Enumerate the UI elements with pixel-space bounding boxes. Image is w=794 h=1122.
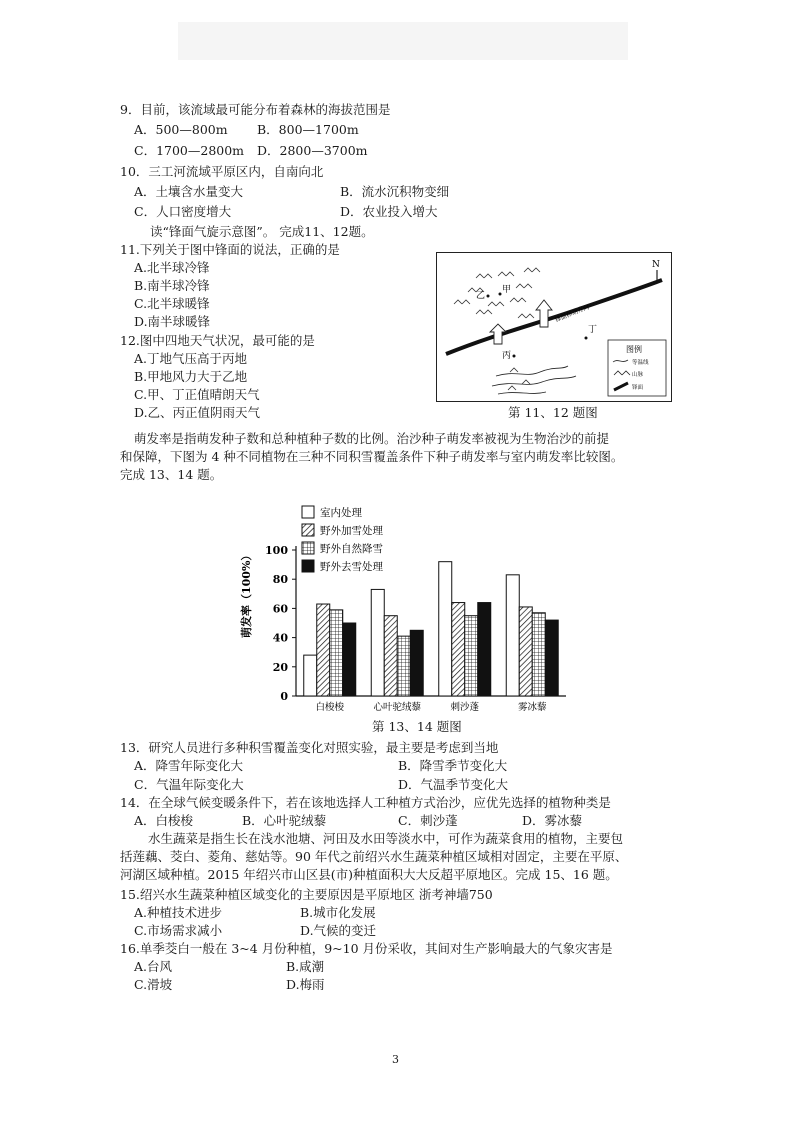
q9-option-a: A．500—800m xyxy=(134,122,228,137)
y-tick-label: 60 xyxy=(272,602,288,616)
q16-option-b: B.咸潮 xyxy=(286,959,325,974)
x-category-label: 心叶驼绒藜 xyxy=(373,702,422,713)
q9-option-b: B．800—1700m xyxy=(257,122,359,137)
q13-option-d: D．气温季节变化大 xyxy=(398,777,509,792)
q15-stem: 15.绍兴水生蔬菜种植区域变化的主要原因是平原地区 浙考神墙750 xyxy=(120,887,493,902)
q11-option-b: B.南半球冷锋 xyxy=(134,278,210,293)
front-cyclone-map xyxy=(436,252,672,402)
q14-option-d: D．雾冰藜 xyxy=(522,813,583,828)
legend-item-isotherm: 等温线 xyxy=(632,360,649,366)
q12-stem: 12.图中四地天气状况，最可能的是 xyxy=(120,333,315,348)
q12-option-d: D.乙、丙正值阴雨天气 xyxy=(134,405,261,420)
q16-stem: 16.单季茭白一般在 3~4 月份种植，9~10 月份采收，其间对生产影响最大的气象灾害是 xyxy=(120,941,613,956)
q12-option-b: B.甲地风力大于乙地 xyxy=(134,369,248,384)
q14-option-b: B．心叶驼绒藜 xyxy=(242,813,327,828)
bar-刺沙蓬-室内处理 xyxy=(439,562,452,696)
q9-option-c: C．1700—2800m xyxy=(134,143,245,158)
bar-心叶驼绒藜-野外加雪处理 xyxy=(384,616,397,696)
legend-swatch xyxy=(302,506,314,518)
bar-雾冰藜-野外自然降雪 xyxy=(532,613,545,696)
bar-刺沙蓬-野外去雪处理 xyxy=(478,603,491,696)
bar-心叶驼绒藜-野外自然降雪 xyxy=(397,636,410,696)
legend-item-front: 锋面 xyxy=(632,385,644,391)
bar-刺沙蓬-野外自然降雪 xyxy=(465,616,478,696)
bar-白梭梭-野外去雪处理 xyxy=(343,623,356,696)
bar-白梭梭-野外自然降雪 xyxy=(330,610,343,696)
y-tick-label: 20 xyxy=(272,660,288,674)
q9-stem: 9．目前，该流域最可能分布着森林的海拔范围是 xyxy=(120,102,391,117)
q9-option-d: D．2800—3700m xyxy=(257,143,368,158)
legend-title: 图例 xyxy=(626,345,642,354)
intro-11-12: 读“锋面气旋示意图”。 完成11、12题。 xyxy=(150,224,374,239)
bar-白梭梭-野外加雪处理 xyxy=(317,604,330,696)
y-tick-label: 100 xyxy=(265,544,288,557)
q10-option-c: C．人口密度增大 xyxy=(134,204,232,219)
q12-option-c: C.甲、丁正值晴朗天气 xyxy=(134,387,260,402)
legend-label: 野外自然降雪 xyxy=(320,543,383,555)
x-category-label: 白梭梭 xyxy=(315,702,345,713)
x-category-label: 雾冰藜 xyxy=(517,702,547,713)
q14-stem: 14．在全球气候变暖条件下，若在该地选择人工种植方式治沙，应优先选择的植物种类是 xyxy=(120,795,611,810)
map-caption: 第 11、12 题图 xyxy=(508,405,598,420)
q16-option-d: D.梅雨 xyxy=(286,977,325,992)
intro-15-16-line-1: 水生蔬菜是指生长在浅水池塘、河田及水田等淡水中，可作为蔬菜食用的植物，主要包 xyxy=(148,831,624,846)
q16-option-c: C.滑坡 xyxy=(134,977,173,992)
q13-option-b: B．降雪季节变化大 xyxy=(398,758,508,773)
q10-stem: 10．三工河流域平原区内，自南向北 xyxy=(120,164,324,179)
y-axis-label xyxy=(239,550,253,638)
q13-option-a: A．降雪年际变化大 xyxy=(134,758,244,773)
q11-option-a: A.北半球冷锋 xyxy=(134,260,210,275)
q10-option-d: D．农业投入增大 xyxy=(340,204,438,219)
q15-option-c: C.市场需求减小 xyxy=(134,923,223,938)
intro-13-14-line-2: 和保障，下图为 4 种不同植物在三种不同积雪覆盖条件下种子萌发率与室内萌发率比较图。 xyxy=(120,449,624,464)
north-label: N xyxy=(652,260,660,270)
q13-stem: 13．研究人员进行多种积雪覆盖变化对照实验，最主要是考虑到当地 xyxy=(120,740,499,755)
q16-option-a: A.台风 xyxy=(134,959,173,974)
label-yi: 乙 xyxy=(476,291,486,301)
page-number: 3 xyxy=(392,1053,399,1066)
bar-雾冰藜-野外去雪处理 xyxy=(545,620,558,696)
label-jia: 甲 xyxy=(502,285,512,295)
bar-雾冰藜-室内处理 xyxy=(506,575,519,696)
intro-15-16-line-2: 括莲藕、茭白、菱角、慈姑等。90 年代之前绍兴水生蔬菜种植区域相对固定，主要在平原、 xyxy=(120,849,628,864)
q14-option-c: C．刺沙蓬 xyxy=(398,813,458,828)
bar-刺沙蓬-野外加雪处理 xyxy=(452,603,465,696)
legend-swatch xyxy=(302,542,314,554)
q10-option-b: B．流水沉积物变细 xyxy=(340,184,450,199)
bar-白梭梭-室内处理 xyxy=(304,655,317,696)
legend-item-mountain: 山脉 xyxy=(632,372,644,378)
intro-13-14-line-1: 萌发率是指萌发种子数和总种植种子数的比例。治沙种子萌发率被视为生物治沙的前提 xyxy=(134,431,610,446)
germination-bar-chart xyxy=(230,498,570,716)
chart-caption: 第 13、14 题图 xyxy=(372,719,462,734)
legend-swatch xyxy=(302,524,314,536)
front-motion-label: 锋面移动方向 xyxy=(554,303,591,324)
legend-label: 室内处理 xyxy=(320,507,362,519)
legend-label: 野外去雪处理 xyxy=(320,561,383,573)
bar-雾冰藜-野外加雪处理 xyxy=(519,607,532,696)
chart-legend xyxy=(302,506,383,573)
q11-option-c: C.北半球暖锋 xyxy=(134,296,210,311)
y-tick-label: 40 xyxy=(272,631,288,645)
q11-option-d: D.南半球暖锋 xyxy=(134,314,211,329)
q11-stem: 11.下列关于图中锋面的说法，正确的是 xyxy=(120,242,340,257)
legend-swatch xyxy=(302,560,314,572)
label-ding: 丁 xyxy=(588,325,598,335)
y-tick-label: 0 xyxy=(280,690,288,703)
label-bing: 丙 xyxy=(502,351,512,361)
intro-15-16-line-3: 河湖区域种植。2015 年绍兴市山区县(市)种植面积大大反超平原地区。完成 15、16 题。 xyxy=(120,867,618,882)
q15-option-a: A.种植技术进步 xyxy=(134,905,223,920)
q14-option-a: A．白梭梭 xyxy=(134,813,194,828)
q13-option-c: C．气温年际变化大 xyxy=(134,777,244,792)
legend-label: 野外加雪处理 xyxy=(320,525,383,537)
header-band xyxy=(178,22,628,60)
q15-option-d: D.气候的变迁 xyxy=(300,923,377,938)
chart-bars xyxy=(304,562,559,696)
bar-心叶驼绒藜-室内处理 xyxy=(371,589,384,696)
q12-option-a: A.丁地气压高于丙地 xyxy=(134,351,248,366)
bar-心叶驼绒藜-野外去雪处理 xyxy=(410,630,423,696)
y-tick-label: 80 xyxy=(272,573,288,587)
svg-text:萌发率（100%）: 萌发率（100%） xyxy=(240,549,253,638)
x-category-label: 刺沙蓬 xyxy=(450,702,480,713)
q10-option-a: A．土壤含水量变大 xyxy=(134,184,244,199)
q15-option-b: B.城市化发展 xyxy=(300,905,376,920)
intro-13-14-line-3: 完成 13、14 题。 xyxy=(120,467,223,482)
